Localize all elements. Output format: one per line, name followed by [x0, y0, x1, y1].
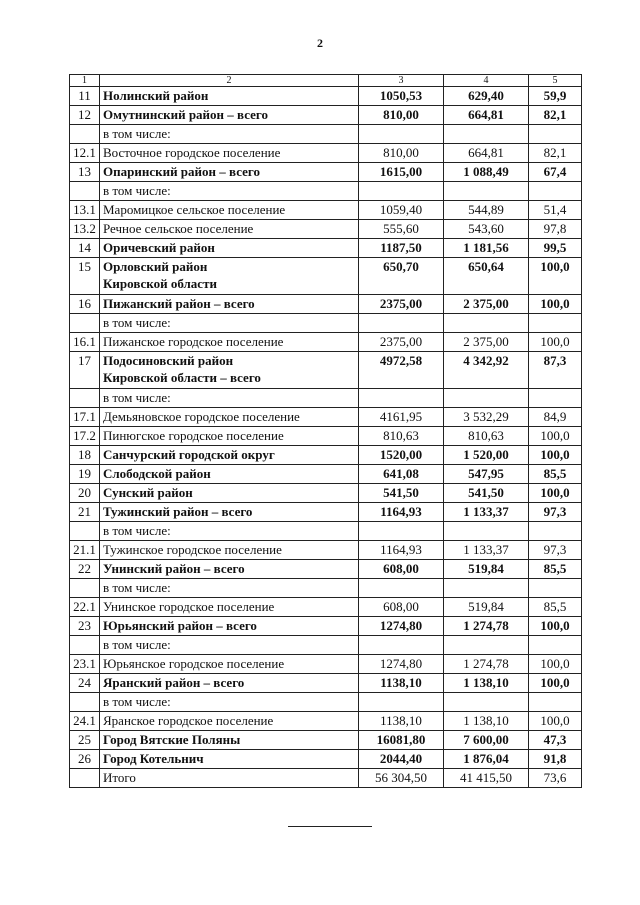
row-number: 23.1: [70, 655, 100, 674]
row-name-line: в том числе:: [103, 126, 171, 141]
table-row: [70, 163, 582, 182]
header-cell-5: 5: [529, 75, 582, 87]
row-value-col3: 608,00: [359, 598, 444, 617]
row-name: [100, 731, 359, 750]
table-row: [70, 106, 582, 125]
row-percent-col5: 100,0: [529, 333, 582, 352]
table-row: [70, 352, 582, 389]
row-name: [100, 295, 359, 314]
row-number: 12.1: [70, 144, 100, 163]
row-value-col3: 1138,10: [359, 674, 444, 693]
row-number: 18: [70, 446, 100, 465]
row-percent-col5: 82,1: [529, 144, 582, 163]
row-name-line: Речное сельское поселение: [103, 221, 254, 236]
row-name-line: Итого: [103, 770, 136, 785]
row-percent-col5: 100,0: [529, 617, 582, 636]
row-number: 11: [70, 87, 100, 106]
row-value-col4: 2 375,00: [444, 295, 529, 314]
row-name: [100, 712, 359, 731]
row-value-col3: [359, 693, 444, 712]
row-name-line: в том числе:: [103, 694, 171, 709]
table-row: [70, 239, 582, 258]
row-name-line: Унинский район – всего: [103, 561, 245, 576]
row-name-line: в том числе:: [103, 637, 171, 652]
row-name: [100, 201, 359, 220]
table-body: [70, 75, 582, 788]
row-value-col4: 543,60: [444, 220, 529, 239]
row-value-col4: 4 342,92: [444, 352, 529, 389]
row-value-col4: 519,84: [444, 560, 529, 579]
row-name-line: Восточное городское поселение: [103, 145, 281, 160]
row-percent-col5: [529, 182, 582, 201]
row-name-line: Пижанский район – всего: [103, 296, 255, 311]
row-name: [100, 465, 359, 484]
table-row: [70, 295, 582, 314]
row-value-col3: [359, 125, 444, 144]
row-value-col4: 1 181,56: [444, 239, 529, 258]
row-number: [70, 522, 100, 541]
table-row: [70, 522, 582, 541]
table-row: [70, 731, 582, 750]
row-number: 17.2: [70, 427, 100, 446]
row-name-line: в том числе:: [103, 183, 171, 198]
row-name-line: Орловский район: [103, 259, 208, 274]
row-percent-col5: 97,3: [529, 503, 582, 522]
row-number: 19: [70, 465, 100, 484]
header-cell-4: 4: [444, 75, 529, 87]
row-number: [70, 693, 100, 712]
row-value-col4: 41 415,50: [444, 769, 529, 788]
row-value-col3: 4972,58: [359, 352, 444, 389]
header-cell-3: 3: [359, 75, 444, 87]
row-value-col3: 1050,53: [359, 87, 444, 106]
row-value-col4: 541,50: [444, 484, 529, 503]
row-percent-col5: [529, 314, 582, 333]
row-percent-col5: 84,9: [529, 408, 582, 427]
row-percent-col5: 85,5: [529, 598, 582, 617]
row-value-col3: 810,00: [359, 144, 444, 163]
row-percent-col5: 82,1: [529, 106, 582, 125]
row-number: 23: [70, 617, 100, 636]
row-name-line: Юрьянское городское поселение: [103, 656, 285, 671]
row-name: [100, 522, 359, 541]
row-name: [100, 617, 359, 636]
table-row: [70, 484, 582, 503]
row-number: [70, 579, 100, 598]
row-name-line: Яранский район – всего: [103, 675, 245, 690]
row-name-line: Тужинское городское поселение: [103, 542, 282, 557]
row-value-col4: 1 274,78: [444, 617, 529, 636]
row-value-col3: 541,50: [359, 484, 444, 503]
row-value-col4: 3 532,29: [444, 408, 529, 427]
row-name-line: Тужинский район – всего: [103, 504, 253, 519]
table-row: [70, 503, 582, 522]
row-number: 20: [70, 484, 100, 503]
table-row: [70, 560, 582, 579]
row-value-col3: [359, 389, 444, 408]
row-number: 21: [70, 503, 100, 522]
table-row: [70, 712, 582, 731]
row-name-line: Пижанское городское поселение: [103, 334, 284, 349]
row-name-line: Кировской области – всего: [103, 370, 261, 385]
row-value-col4: 650,64: [444, 258, 529, 295]
row-name-line: Омутнинский район – всего: [103, 107, 268, 122]
row-value-col3: 2044,40: [359, 750, 444, 769]
page-number: 2: [317, 36, 323, 50]
row-percent-col5: 85,5: [529, 560, 582, 579]
row-value-col4: 1 088,49: [444, 163, 529, 182]
row-value-col4: 664,81: [444, 106, 529, 125]
row-name: [100, 87, 359, 106]
row-value-col3: 1138,10: [359, 712, 444, 731]
row-name: [100, 541, 359, 560]
row-percent-col5: 100,0: [529, 427, 582, 446]
row-name: [100, 258, 359, 295]
row-percent-col5: 100,0: [529, 258, 582, 295]
row-name: [100, 125, 359, 144]
row-number: 22.1: [70, 598, 100, 617]
row-percent-col5: 47,3: [529, 731, 582, 750]
header-cell-2: 2: [100, 75, 359, 87]
row-number: 13: [70, 163, 100, 182]
row-value-col4: 519,84: [444, 598, 529, 617]
table-row: [70, 125, 582, 144]
row-value-col4: 1 138,10: [444, 674, 529, 693]
row-name-line: Оричевский район: [103, 240, 215, 255]
row-number: 13.2: [70, 220, 100, 239]
row-number: 13.1: [70, 201, 100, 220]
row-percent-col5: [529, 389, 582, 408]
row-value-col3: 810,63: [359, 427, 444, 446]
row-value-col3: 1164,93: [359, 541, 444, 560]
row-name: [100, 750, 359, 769]
row-number: [70, 182, 100, 201]
row-percent-col5: 91,8: [529, 750, 582, 769]
row-name-line: в том числе:: [103, 580, 171, 595]
row-number: [70, 314, 100, 333]
row-number: 26: [70, 750, 100, 769]
row-name: [100, 314, 359, 333]
row-name: [100, 655, 359, 674]
row-value-col4: [444, 314, 529, 333]
row-value-col3: 4161,95: [359, 408, 444, 427]
table-row: [70, 579, 582, 598]
row-value-col4: 547,95: [444, 465, 529, 484]
row-value-col4: 1 274,78: [444, 655, 529, 674]
row-value-col4: 1 133,37: [444, 541, 529, 560]
row-name: [100, 484, 359, 503]
row-value-col4: 629,40: [444, 87, 529, 106]
row-value-col3: 1274,80: [359, 655, 444, 674]
row-value-col3: [359, 522, 444, 541]
row-name: [100, 163, 359, 182]
row-value-col4: [444, 182, 529, 201]
row-value-col4: [444, 522, 529, 541]
row-name-line: Пинюгское городское поселение: [103, 428, 284, 443]
row-value-col4: 664,81: [444, 144, 529, 163]
table-row: [70, 144, 582, 163]
row-name-line: Опаринский район – всего: [103, 164, 260, 179]
row-name: [100, 333, 359, 352]
header-row: [70, 75, 582, 87]
row-value-col4: [444, 389, 529, 408]
row-percent-col5: [529, 522, 582, 541]
table-row: [70, 408, 582, 427]
row-number: 21.1: [70, 541, 100, 560]
row-name-line: Город Вятские Поляны: [103, 732, 241, 747]
row-name: [100, 674, 359, 693]
row-name: [100, 579, 359, 598]
row-number: [70, 769, 100, 788]
row-name: [100, 106, 359, 125]
table-row: [70, 655, 582, 674]
row-value-col4: [444, 579, 529, 598]
row-number: [70, 389, 100, 408]
row-value-col3: 608,00: [359, 560, 444, 579]
row-percent-col5: 100,0: [529, 295, 582, 314]
row-percent-col5: 99,5: [529, 239, 582, 258]
row-percent-col5: [529, 579, 582, 598]
row-value-col3: [359, 636, 444, 655]
row-value-col4: 2 375,00: [444, 333, 529, 352]
row-name-line: Кировской области: [103, 276, 217, 291]
row-number: 25: [70, 731, 100, 750]
row-percent-col5: 100,0: [529, 484, 582, 503]
row-name: [100, 427, 359, 446]
footer-divider: [288, 826, 372, 827]
row-value-col4: 1 133,37: [444, 503, 529, 522]
row-percent-col5: 100,0: [529, 674, 582, 693]
row-name-line: Санчурский городской округ: [103, 447, 275, 462]
row-name: [100, 693, 359, 712]
row-percent-col5: 59,9: [529, 87, 582, 106]
row-number: 15: [70, 258, 100, 295]
table-row: [70, 750, 582, 769]
row-name: [100, 408, 359, 427]
row-percent-col5: 100,0: [529, 655, 582, 674]
row-name-line: Яранское городское поселение: [103, 713, 274, 728]
row-number: 14: [70, 239, 100, 258]
row-value-col3: 1164,93: [359, 503, 444, 522]
row-name-line: Унинское городское поселение: [103, 599, 275, 614]
row-percent-col5: 85,5: [529, 465, 582, 484]
table-row: [70, 427, 582, 446]
row-value-col3: 1274,80: [359, 617, 444, 636]
row-name-line: Слободской район: [103, 466, 211, 481]
row-number: 17: [70, 352, 100, 389]
table-row: [70, 693, 582, 712]
table-row: [70, 389, 582, 408]
row-name: [100, 769, 359, 788]
row-name-line: в том числе:: [103, 315, 171, 330]
row-number: 24.1: [70, 712, 100, 731]
row-name-line: Маромицкое сельское поселение: [103, 202, 286, 217]
table-row: [70, 220, 582, 239]
row-percent-col5: [529, 693, 582, 712]
row-value-col4: [444, 693, 529, 712]
row-percent-col5: 97,3: [529, 541, 582, 560]
row-percent-col5: 97,8: [529, 220, 582, 239]
table-row: [70, 258, 582, 295]
row-percent-col5: 51,4: [529, 201, 582, 220]
table-row: [70, 674, 582, 693]
table-row: [70, 598, 582, 617]
row-value-col4: 7 600,00: [444, 731, 529, 750]
table-row: [70, 333, 582, 352]
row-value-col3: 1615,00: [359, 163, 444, 182]
row-percent-col5: 100,0: [529, 446, 582, 465]
table-row: [70, 465, 582, 484]
row-number: 24: [70, 674, 100, 693]
table-row: [70, 201, 582, 220]
row-value-col4: 544,89: [444, 201, 529, 220]
row-number: 16: [70, 295, 100, 314]
row-number: 12: [70, 106, 100, 125]
row-percent-col5: 87,3: [529, 352, 582, 389]
table-row: [70, 617, 582, 636]
row-percent-col5: 100,0: [529, 712, 582, 731]
row-name-line: Сунский район: [103, 485, 193, 500]
row-value-col3: 16081,80: [359, 731, 444, 750]
row-value-col4: [444, 636, 529, 655]
row-name: [100, 560, 359, 579]
row-value-col3: 650,70: [359, 258, 444, 295]
row-name: [100, 636, 359, 655]
table-row: [70, 182, 582, 201]
row-name: [100, 220, 359, 239]
table-row: [70, 769, 582, 788]
row-value-col3: 641,08: [359, 465, 444, 484]
row-number: 17.1: [70, 408, 100, 427]
table-row: [70, 314, 582, 333]
row-name: [100, 446, 359, 465]
row-percent-col5: 73,6: [529, 769, 582, 788]
row-value-col4: 810,63: [444, 427, 529, 446]
row-name-line: в том числе:: [103, 390, 171, 405]
row-name: [100, 144, 359, 163]
table-row: [70, 636, 582, 655]
row-value-col3: 56 304,50: [359, 769, 444, 788]
row-number: [70, 125, 100, 144]
table-row: [70, 87, 582, 106]
row-value-col3: 2375,00: [359, 333, 444, 352]
row-percent-col5: [529, 125, 582, 144]
row-name: [100, 239, 359, 258]
table-row: [70, 446, 582, 465]
row-value-col3: 1520,00: [359, 446, 444, 465]
row-name: [100, 598, 359, 617]
row-name: [100, 389, 359, 408]
row-name-line: Подосиновский район: [103, 353, 234, 368]
row-value-col4: 1 138,10: [444, 712, 529, 731]
row-value-col3: [359, 579, 444, 598]
row-value-col4: 1 520,00: [444, 446, 529, 465]
row-name-line: в том числе:: [103, 523, 171, 538]
row-number: 16.1: [70, 333, 100, 352]
row-name: [100, 503, 359, 522]
row-value-col3: 1187,50: [359, 239, 444, 258]
budget-table: [69, 74, 582, 788]
row-name-line: Нолинский район: [103, 88, 209, 103]
table-row: [70, 541, 582, 560]
row-name: [100, 182, 359, 201]
row-percent-col5: 67,4: [529, 163, 582, 182]
row-value-col3: 1059,40: [359, 201, 444, 220]
row-value-col3: 810,00: [359, 106, 444, 125]
row-name-line: Город Котельнич: [103, 751, 204, 766]
header-cell-1: 1: [70, 75, 100, 87]
row-value-col3: [359, 314, 444, 333]
row-value-col3: 555,60: [359, 220, 444, 239]
row-name-line: Демьяновское городское поселение: [103, 409, 300, 424]
row-number: [70, 636, 100, 655]
row-percent-col5: [529, 636, 582, 655]
row-value-col3: 2375,00: [359, 295, 444, 314]
row-number: 22: [70, 560, 100, 579]
row-name: [100, 352, 359, 389]
row-value-col4: [444, 125, 529, 144]
row-name-line: Юрьянский район – всего: [103, 618, 257, 633]
row-value-col4: 1 876,04: [444, 750, 529, 769]
row-value-col3: [359, 182, 444, 201]
